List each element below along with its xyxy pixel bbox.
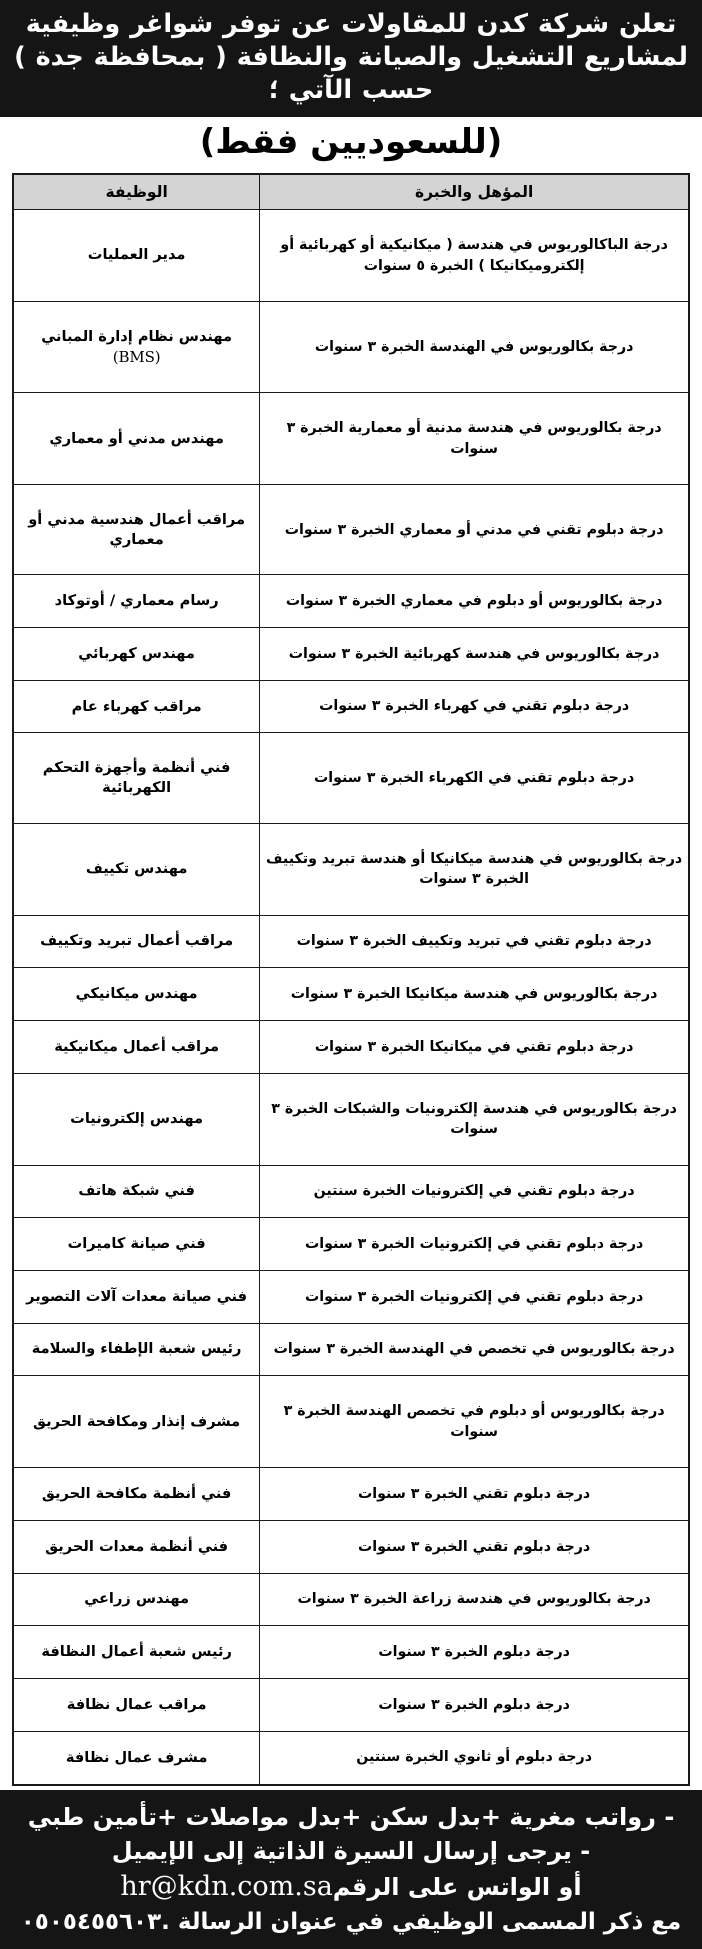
table-row bbox=[13, 575, 689, 628]
page-title: تعلن شركة كدن للمقاولات عن توفر شواغر وظيفية لمشاريع التشغيل والصيانة والنظافة ( بمحافظة جدة ) حسب الآتي ؛ bbox=[14, 9, 688, 106]
cell-position bbox=[13, 823, 260, 915]
table-header-row bbox=[13, 174, 689, 210]
table-row bbox=[13, 1468, 689, 1521]
footer-send-cv: - يرجى إرسال السيرة الذاتية إلى الإيميل bbox=[111, 1836, 591, 1865]
cell-qualification: درجة دبلوم تقني في إلكترونيات الخبرة سنتين bbox=[260, 1165, 689, 1218]
subject-note: مع ذكر المسمى الوظيفي في عنوان الرسالة . bbox=[161, 1909, 682, 1936]
header-band bbox=[0, 0, 702, 117]
cell-position bbox=[13, 1323, 260, 1376]
table-row bbox=[13, 968, 689, 1021]
cell-position bbox=[13, 1270, 260, 1323]
footer-contact-line bbox=[8, 1868, 694, 1906]
position-label: مشرف عمال نظافة bbox=[65, 1748, 208, 1766]
position-label: فني صيانة معدات آلات التصوير bbox=[26, 1287, 248, 1305]
cell-qualification: درجة دبلوم تقني الخبرة ٣ سنوات bbox=[260, 1468, 689, 1521]
table-head bbox=[13, 174, 689, 210]
table-row bbox=[13, 680, 689, 733]
whatsapp-phone-number[interactable]: ٠٥٠٥٤٥٥٦٠٣ bbox=[20, 1909, 162, 1936]
position-label: رئيس شعبة الإطفاء والسلامة bbox=[31, 1340, 242, 1358]
position-label: مراقب أعمال تبريد وتكييف bbox=[40, 932, 234, 950]
position-label: مهندس زراعي bbox=[84, 1590, 190, 1608]
position-label: مراقب أعمال ميكانيكية bbox=[54, 1037, 220, 1055]
table-row bbox=[13, 1731, 689, 1785]
cell-qualification: درجة بكالوريوس أو دبلوم في معماري الخبرة ٣ سنوات bbox=[260, 575, 689, 628]
table-body bbox=[13, 210, 689, 1785]
cell-qualification: درجة دبلوم تقني في تبريد وتكييف الخبرة ٣ سنوات bbox=[260, 915, 689, 968]
cell-qualification: درجة دبلوم تقني في مدني أو معماري الخبرة ٣ سنوات bbox=[260, 485, 689, 575]
table-row bbox=[13, 628, 689, 681]
table-row bbox=[13, 1073, 689, 1165]
cell-qualification: درجة بكالوريوس أو دبلوم في تخصص الهندسة الخبرة ٣ سنوات bbox=[260, 1376, 689, 1468]
subtitle-saudis-only: (للسعوديين فقط) bbox=[199, 122, 503, 163]
cell-qualification: درجة بكالوريوس في هندسة مدنية أو معمارية الخبرة ٣ سنوات bbox=[260, 393, 689, 485]
table-row bbox=[13, 393, 689, 485]
cell-position bbox=[13, 1218, 260, 1271]
cell-qualification: درجة بكالوريوس في هندسة كهربائية الخبرة ٣ سنوات bbox=[260, 628, 689, 681]
cell-qualification: درجة دبلوم تقني في كهرباء الخبرة ٣ سنوات bbox=[260, 680, 689, 733]
cell-position bbox=[13, 1020, 260, 1073]
column-header-position: الوظيفة bbox=[13, 174, 260, 210]
cell-position bbox=[13, 1165, 260, 1218]
position-label: فني شبكة هاتف bbox=[78, 1182, 195, 1200]
jobs-table-container bbox=[0, 167, 702, 1790]
position-label: فني أنظمة وأجهزة التحكم الكهربائية bbox=[42, 758, 231, 797]
email-address[interactable]: hr@kdn.com.sa bbox=[120, 1871, 333, 1903]
cell-position bbox=[13, 1573, 260, 1626]
cell-position bbox=[13, 968, 260, 1021]
cell-qualification: درجة بكالوريوس في هندسة ميكانيكا أو هندسة تبريد وتكييف الخبرة ٣ سنوات bbox=[260, 823, 689, 915]
cell-position bbox=[13, 1468, 260, 1521]
position-label: مدير العمليات bbox=[87, 246, 186, 264]
cell-position bbox=[13, 1520, 260, 1573]
position-label: مشرف إنذار ومكافحة الحريق bbox=[33, 1412, 241, 1430]
table-row bbox=[13, 1376, 689, 1468]
cell-qualification: درجة دبلوم الخبرة ٣ سنوات bbox=[260, 1678, 689, 1731]
footer-band bbox=[0, 1790, 702, 1949]
cell-position bbox=[13, 485, 260, 575]
position-label: فني صيانة كاميرات bbox=[67, 1235, 206, 1253]
position-label: فني أنظمة مكافحة الحريق bbox=[41, 1485, 232, 1503]
position-label: مراقب عمال نظافة bbox=[66, 1695, 207, 1713]
position-label: مهندس كهربائي bbox=[78, 644, 195, 662]
cell-qualification: درجة بكالوريوس في هندسة إلكترونيات والشبكات الخبرة ٣ سنوات bbox=[260, 1073, 689, 1165]
cell-position bbox=[13, 680, 260, 733]
jobs-table bbox=[12, 173, 690, 1786]
cell-qualification: درجة دبلوم تقني في الكهرباء الخبرة ٣ سنوات bbox=[260, 733, 689, 823]
position-label-latin: (BMS) bbox=[112, 347, 161, 366]
position-label: رسام معماري / أوتوكاد bbox=[54, 592, 219, 610]
position-label: مهندس إلكترونيات bbox=[70, 1110, 204, 1128]
cell-position bbox=[13, 393, 260, 485]
footer-phone-line bbox=[8, 1906, 694, 1939]
position-label: مراقب كهرباء عام bbox=[71, 697, 202, 715]
cell-qualification: درجة دبلوم أو ثانوي الخبرة سنتين bbox=[260, 1731, 689, 1785]
table-row bbox=[13, 733, 689, 823]
position-label: مهندس تكييف bbox=[85, 860, 188, 878]
cell-qualification: درجة بكالوريوس في هندسة ميكانيكا الخبرة ٣ سنوات bbox=[260, 968, 689, 1021]
cell-position bbox=[13, 1376, 260, 1468]
table-row bbox=[13, 1020, 689, 1073]
cell-qualification: درجة بكالوريوس في تخصص في الهندسة الخبرة ٣ سنوات bbox=[260, 1323, 689, 1376]
position-label: رئيس شعبة أعمال النظافة bbox=[41, 1643, 232, 1661]
table-row bbox=[13, 1520, 689, 1573]
cell-position bbox=[13, 1073, 260, 1165]
position-label: مهندس نظام إدارة المباني bbox=[41, 327, 233, 345]
cell-position bbox=[13, 210, 260, 302]
footer-benefits: - رواتب مغرية +بدل سكن +بدل مواصلات +تأمين طبي bbox=[27, 1802, 675, 1831]
table-row bbox=[13, 1323, 689, 1376]
table-row bbox=[13, 915, 689, 968]
cell-qualification: درجة دبلوم تقني في ميكانيكا الخبرة ٣ سنوات bbox=[260, 1020, 689, 1073]
position-label: مهندس ميكانيكي bbox=[75, 985, 198, 1003]
cell-qualification: درجة دبلوم الخبرة ٣ سنوات bbox=[260, 1626, 689, 1679]
position-label: فني أنظمة معدات الحريق bbox=[45, 1537, 229, 1555]
position-label: مهندس مدني أو معماري bbox=[49, 429, 224, 447]
subtitle-band bbox=[0, 117, 702, 166]
cell-qualification: درجة بكالوريوس في هندسة زراعة الخبرة ٣ سنوات bbox=[260, 1573, 689, 1626]
column-header-qualification: المؤهل والخبرة bbox=[260, 174, 689, 210]
table-row bbox=[13, 1218, 689, 1271]
cell-qualification: درجة بكالوريوس في الهندسة الخبرة ٣ سنوات bbox=[260, 302, 689, 393]
table-row bbox=[13, 1626, 689, 1679]
cell-position bbox=[13, 733, 260, 823]
cell-position bbox=[13, 1731, 260, 1785]
cell-position bbox=[13, 575, 260, 628]
cell-position bbox=[13, 915, 260, 968]
table-row bbox=[13, 823, 689, 915]
table-row bbox=[13, 302, 689, 393]
table-row bbox=[13, 1165, 689, 1218]
cell-qualification: درجة دبلوم تقني في إلكترونيات الخبرة ٣ سنوات bbox=[260, 1218, 689, 1271]
cell-position bbox=[13, 628, 260, 681]
cell-position bbox=[13, 1626, 260, 1679]
cell-qualification: درجة دبلوم تقني الخبرة ٣ سنوات bbox=[260, 1520, 689, 1573]
table-row bbox=[13, 210, 689, 302]
table-row bbox=[13, 1270, 689, 1323]
footer-whatsapp-prefix: أو الواتس على الرقم bbox=[332, 1873, 582, 1902]
table-row bbox=[13, 1678, 689, 1731]
position-label: مراقب أعمال هندسية مدني أو معماري bbox=[28, 510, 246, 548]
cell-position bbox=[13, 1678, 260, 1731]
cell-qualification: درجة الباكالوريوس في هندسة ( ميكانيكية أو كهربائية أو إلكتروميكانيكا ) الخبرة ٥ سنوات bbox=[260, 210, 689, 302]
cell-position bbox=[13, 302, 260, 393]
table-row bbox=[13, 485, 689, 575]
cell-qualification: درجة دبلوم تقني في إلكترونيات الخبرة ٣ سنوات bbox=[260, 1270, 689, 1323]
table-row bbox=[13, 1573, 689, 1626]
